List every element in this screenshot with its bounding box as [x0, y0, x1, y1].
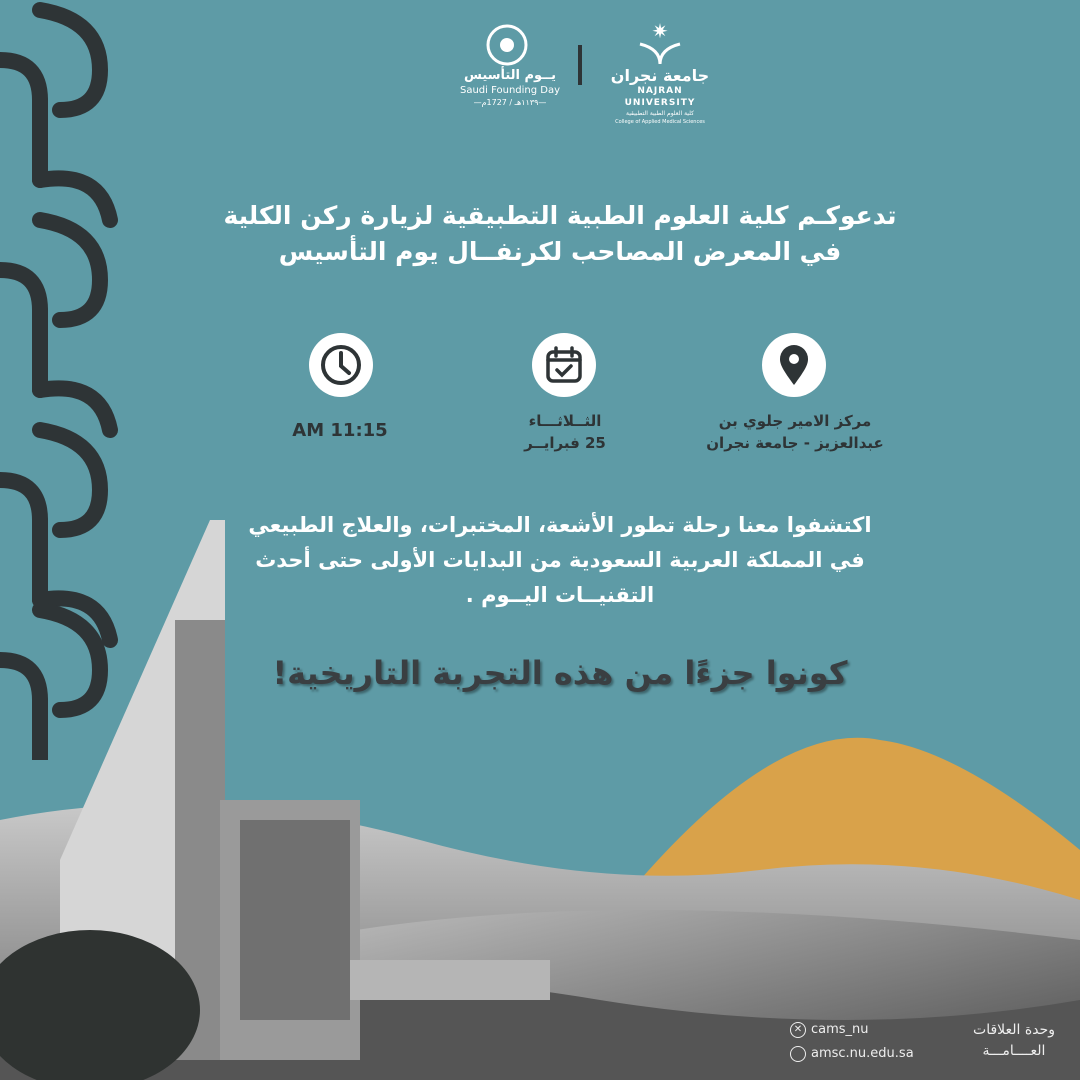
- logos-bar: [440, 20, 740, 125]
- svg-text:✷: ✷: [651, 20, 669, 43]
- calendar-icon: [532, 333, 596, 397]
- event-day: الثــلاثـــاء: [528, 412, 602, 430]
- college-ar: كلية العلوم الطبية التطبيقية: [626, 110, 694, 117]
- location-line2: عبدالعزيز - جامعة نجران: [706, 434, 884, 452]
- description-line1: اكتشفوا معنا رحلة تطور الأشعة، المختبرات، والعلاج الطبيعي: [248, 513, 872, 537]
- najran-university-emblem-icon: [635, 20, 685, 66]
- headline: [180, 198, 940, 270]
- public-relations-unit: [955, 1020, 1073, 1062]
- x-handle-text: cams_nu: [811, 1022, 869, 1037]
- clock-icon: [309, 333, 373, 397]
- founding-day-logo: [450, 68, 570, 108]
- founding-day-emblem-icon: [485, 23, 529, 67]
- x-handle[interactable]: [790, 1021, 869, 1039]
- description-line3: التقنيــات اليــوم .: [465, 583, 655, 607]
- decorative-palm-motifs: [0, 0, 140, 760]
- founding-day-ar: يــوم التأسيس: [464, 68, 556, 83]
- website-link[interactable]: [790, 1045, 914, 1063]
- call-to-action: كونوا جزءًا من هذه التجربة التاريخية!: [272, 654, 848, 692]
- university-ar: جامعة نجران: [610, 66, 710, 85]
- map-pin-icon: [762, 333, 826, 397]
- founding-day-en: Saudi Founding Day: [459, 85, 561, 96]
- description-line2: في المملكة العربية السعودية من البدايات الأولى حتى أحدث: [255, 548, 865, 572]
- logo-divider: [578, 45, 582, 85]
- headline-line1: تدعوكـم كلية العلوم الطبية التطبيقية لزيارة ركن الكلية: [223, 201, 897, 230]
- najran-university-logo: [600, 66, 720, 126]
- description: [170, 508, 950, 613]
- lower-text-block: [170, 508, 950, 693]
- unit-line2: العــــامـــة: [982, 1043, 1046, 1059]
- x-icon: ✕: [790, 1022, 806, 1038]
- event-date: [480, 410, 650, 454]
- event-time: 11:15 AM: [292, 420, 388, 441]
- website-text: amsc.nu.edu.sa: [811, 1046, 914, 1061]
- location-line1: مركز الامير جلوي بن: [718, 412, 872, 430]
- globe-icon: [790, 1046, 806, 1062]
- founding-day-year: —١١٣٩هـ / 1727م—: [473, 98, 547, 107]
- event-location: [690, 410, 900, 454]
- event-date-value: 25 فبرايــر: [524, 434, 606, 452]
- university-en: NAJRAN UNIVERSITY: [624, 86, 696, 108]
- college-en: College of Applied Medical Sciences: [615, 119, 705, 125]
- headline-line2: في المعرض المصاحب لكرنفــال يوم التأسيس: [278, 237, 842, 266]
- unit-line1: وحدة العلاقات: [973, 1022, 1055, 1038]
